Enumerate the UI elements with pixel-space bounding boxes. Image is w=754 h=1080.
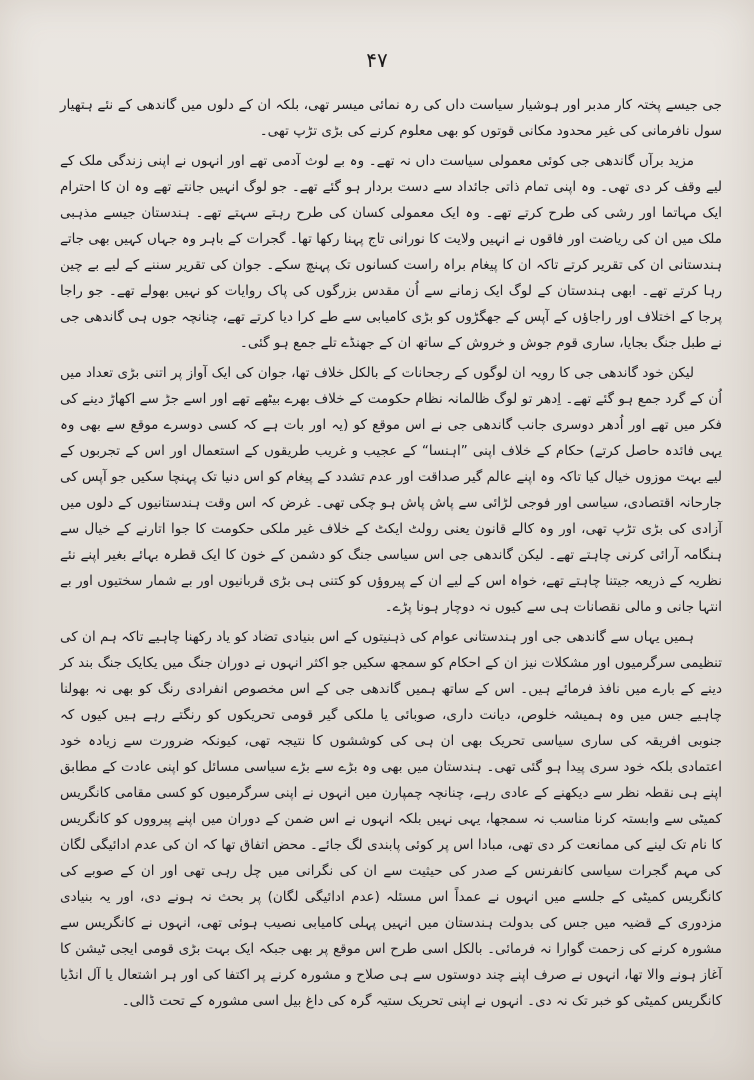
paragraph-1: جی جیسے پختہ کار مدبر اور ہوشیار سیاست داں کی رہ نمائی میسر تھی، بلکہ ان کے دلوں میں گاندھی کے نئے ہتھیار سول نافرمانی کی غیر محدود مکانی قوتوں کو بھی معلوم کرنے کی بڑی تڑپ تھی۔ bbox=[60, 97, 722, 139]
page-number: ۴۷ bbox=[366, 48, 388, 72]
paragraph-2: مزید برآں گاندھی جی کوئی معمولی سیاست داں نہ تھے۔ وہ بے لوث آدمی تھے اور انہوں نے اپنی زندگی ملک کے لیے وقف کر دی تھی۔ وہ اپنی تمام ذاتی جائداد سے دست بردار ہو گئے تھے۔ جو لوگ انہیں جانتے تھے وہ ان کا احترام ایک مہاتما اور رشی کی طرح کرتے تھے۔ وہ ایک معمولی کسان کی طرح رہتے سہتے تھے۔ ہندستان جیسے مذہبی ملک میں ان کی ریاضت اور فاقوں نے انہیں ولایت کا نورانی تاج پہنا رکھا تھا۔ گجرات کے باہر وہ جہاں کہیں بھی جاتے ہندستانی ان کی تقریر کرتے تاکہ ان کا پیغام براہ راست کسانوں تک پہنچ سکے۔ جوان کی تقریر سننے کے لیے بے چین رہا کرتے تھے۔ ابھی ہندستان کے لوگ ایک زمانے سے اُن مقدس بزرگوں کی پاک روایات کو نہیں بھولے تھے۔ جو راجا پرجا کے اختلاف اور راجاؤں کے آپس کے جھگڑوں کو بڑی کامیابی سے طے کرا دیا کرتے تھے، چنانچہ جوں ہی گاندھی جی نے طبل جنگ بجایا، ساری قوم جوش و خروش کے ساتھ ان کے جھنڈے تلے جمع ہو گئی۔ bbox=[60, 153, 722, 351]
body-text bbox=[60, 92, 722, 1018]
paragraph-4: ہمیں یہاں سے گاندھی جی اور ہندستانی عوام کی ذہنیتوں کے اس بنیادی تضاد کو یاد رکھنا چاہیے تاکہ ہم ان کی تنظیمی سرگرمیوں اور مشکلات نیز ان کے احکام کو سمجھ سکیں جو اکثر انہوں نے دوران جنگ میں یکایک جنگ بند کر دینے کے بارے میں نافذ فرمائے ہیں۔ اس کے ساتھ ہمیں گاندھی جی کے اس مخصوص انفرادی رنگ کو بھی نہ بھولنا چاہیے جس میں وہ ہمیشہ خلوص، دیانت داری، صوبائی یا ملکی گیر قومی تحریکوں کو رنگتے رہے ہیں کیوں کہ جنوبی افریقہ کی ساری سیاسی تحریک بھی ان ہی کی کوششوں کا نتیجہ تھی، کیونکہ ضرورت سے زیادہ خود اعتمادی بلکہ خود سری پیدا ہو گئی تھی۔ ہندستان میں بھی وہ بڑے سے بڑے سیاسی مسائل کو اپنی عادت کے مطابق اپنے ہی نقطہ نظر سے دیکھنے کے عادی رہے، چنانچہ چمپارن میں انہوں نے اپنی سرگرمیوں کو کسی مقامی کانگریس کمیٹی سے وابستہ کرنا مناسب نہ سمجھا، یہی نہیں بلکہ انہوں نے اس ضمن کے دوران میں اپنے پیرووں کو کانگریس کا نام تک لینے کی ممانعت کر دی تھی، مبادا اس پر کوئی پابندی لگ جائے۔ محض اتفاق تھا کہ ان کی عدم ادائیگی لگان کی مہم گجرات سیاسی کانفرنس کے صدر کی حیثیت سے ان کی نگرانی میں چل رہی تھی اور ان کے صوبے کی کانگریس کمیٹی کے جلسے میں انہوں نے عمداً اس مسئلہ (عدم ادائیگی لگان) پر بحث نہ ہونے دی، اور یہ بنیادی مزدوری کے قضیہ میں جس کی بدولت ہندستان میں انہیں پہلی کامیابی نصیب ہوئی تھی، انہوں نے کانگریس سے مشورہ کرنے کی زحمت گوارا نہ فرمائی۔ بالکل اسی طرح اس موقع پر بھی جبکہ ایک بہت بڑی قومی ایجی ٹیشن کا آغاز ہونے والا تھا، انہوں نے صرف اپنے چند دوستوں سے ہی صلاح و مشورہ کرنے پر اکتفا کی اور ہر اشتعال یا آل انڈیا کانگریس کمیٹی کو خبر تک نہ دی۔ انہوں نے اپنی تحریک ستیہ گرہ کی داغ بیل اسی مشورہ کے تحت ڈالی۔ bbox=[60, 629, 722, 1009]
paragraph-3: لیکن خود گاندھی جی کا رویہ ان لوگوں کے رجحانات کے بالکل خلاف تھا، جوان کی ایک آواز پر اتنی بڑی تعداد میں اُن کے گرد جمع ہو گئے تھے۔ اِدھر تو لوگ ظالمانہ نظام حکومت کے خلاف بھرے بیٹھے تھے اور اسے جڑ سے اکھاڑ دینے کی فکر میں تھے اور اُدھر دوسری جانب گاندھی جی نے اس موقع کو (یہ اور بات ہے کہ کسی دوسرے موقع سے بھی وہ یہی فائدہ حاصل کرتے) حکام کے خلاف اپنی ”اہنسا“ کے عجیب و غریب طریقوں کے استعمال اور اس کے تجربوں کے لیے بہت موزوں خیال کیا تاکہ وہ اپنے عالم گیر صداقت اور عدم تشدد کے پیغام کو اس دنیا تک پہنچا سکیں جو آپس کی جارحانہ اقتصادی، سیاسی اور فوجی لڑائی سے پاش پاش ہو چکی تھی۔ غرض کہ اس وقت ہندستانیوں کے دلوں میں آزادی کی بڑی تڑپ تھی، اور وہ کالے قانون یعنی رولٹ ایکٹ کے خلاف غیر ملکی حکومت کا جوا اتارنے کے خیال سے ہنگامہ آرائی کرنی چاہتے تھے۔ لیکن گاندھی جی اس سیاسی جنگ کو دشمن کے خون کا ایک قطرہ بہائے بغیر اپنے نئے نظریہ کے ذریعہ جیتنا چاہتے تھے، خواہ اس کے لیے ان کے پیروؤں کو کتنی ہی بڑی قربانیوں اور بے شمار سختیوں اور بے انتہا جانی و مالی نقصانات ہی سے کیوں نہ دوچار ہونا پڑے۔ bbox=[60, 365, 722, 615]
